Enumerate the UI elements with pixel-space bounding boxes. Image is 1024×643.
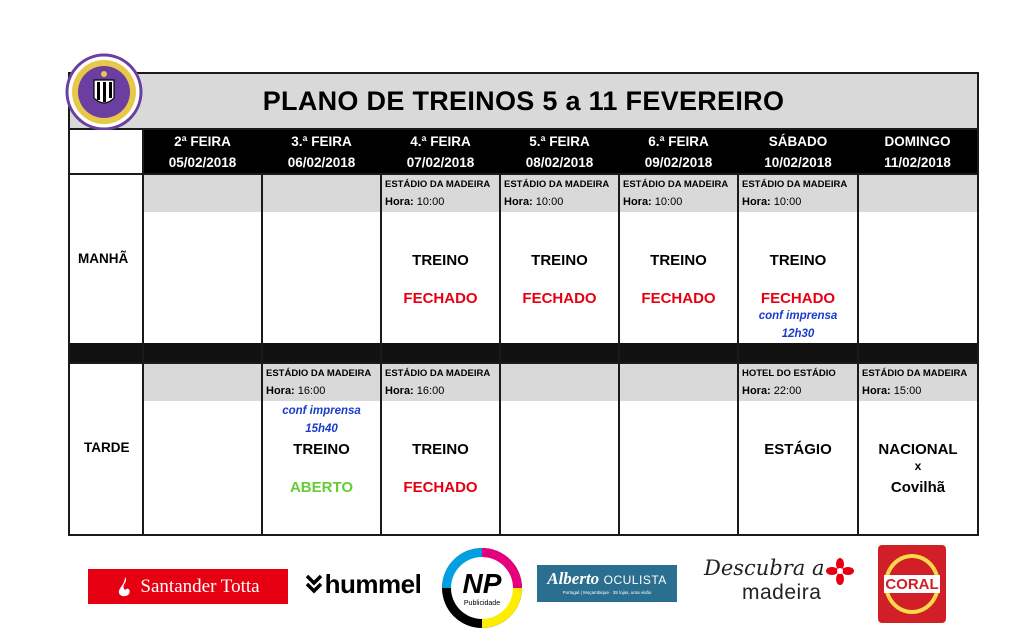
sponsor-tagline: Portugal | Moçambique · 35 lojas, uma visão: [562, 590, 652, 595]
day-date: 08/02/2018: [525, 155, 594, 170]
cell-status: FECHADO: [641, 290, 716, 307]
cell-activity: TREINO: [412, 252, 469, 269]
time-value: 10:00: [651, 196, 683, 208]
club-crest-icon: [64, 52, 144, 132]
sponsor-descubra-madeira: [698, 552, 858, 608]
madeira-flower-icon: [826, 558, 854, 586]
cell-location: ESTÁDIO DA MADEIRA: [385, 179, 491, 190]
hora-label: Hora:: [504, 196, 533, 208]
cell-activity: TREINO: [769, 252, 827, 269]
sponsor-coral: [878, 545, 946, 623]
sponsor-name: Santander Totta: [140, 575, 260, 597]
cell-time: [859, 385, 921, 397]
cell-location: HOTEL DO ESTÁDIO: [742, 368, 836, 379]
col-divider: [618, 174, 620, 534]
cell-time: [263, 385, 325, 397]
hora-label: Hora:: [385, 196, 414, 208]
cell-location: ESTÁDIO DA MADEIRA: [385, 368, 491, 379]
row-divider: [70, 362, 977, 364]
day-name: 5.ª FEIRA: [529, 134, 590, 149]
day-date: 09/02/2018: [644, 155, 713, 170]
cell-activity: TREINO: [412, 441, 469, 458]
title-bar: [68, 72, 979, 130]
sponsor-alberto-oculista: [537, 565, 677, 602]
sponsor-santander: [88, 569, 288, 604]
midday-divider: [70, 343, 977, 363]
page-title: PLANO DE TREINOS 5 a 11 FEVEREIRO: [262, 85, 785, 116]
day-date: 05/02/2018: [168, 155, 237, 170]
day-header-sun: [858, 130, 977, 174]
cell-time: [382, 385, 444, 397]
sponsor-name-script: Descubra a: [704, 556, 825, 580]
sponsor-name-caps: OCULISTA: [603, 573, 667, 587]
press-note: [739, 307, 857, 343]
day-date: 11/02/2018: [884, 155, 951, 170]
match-vs: x: [914, 459, 922, 473]
col-divider: [737, 174, 739, 534]
press-note-time: 12h30: [781, 328, 815, 340]
cell-time: [739, 196, 801, 208]
cell-location: ESTÁDIO DA MADEIRA: [266, 368, 372, 379]
press-note-label: conf imprensa: [282, 405, 361, 417]
time-value: 16:00: [413, 385, 445, 397]
cell-location: ESTÁDIO DA MADEIRA: [862, 368, 968, 379]
sponsor-subtitle: Publicidade: [463, 600, 501, 607]
time-value: 10:00: [413, 196, 445, 208]
day-date: 06/02/2018: [287, 155, 356, 170]
sponsor-name: madeira: [742, 581, 822, 604]
cell-time: [501, 196, 563, 208]
header-corner: [70, 130, 143, 174]
sponsor-name: NP: [462, 568, 502, 599]
day-header-thu: [500, 130, 619, 174]
sponsor-hummel: [300, 567, 426, 601]
time-value: 10:00: [532, 196, 564, 208]
cell-status: FECHADO: [403, 290, 478, 307]
day-header-tue: [262, 130, 381, 174]
cell-location: ESTÁDIO DA MADEIRA: [623, 179, 729, 190]
cell-status: FECHADO: [403, 479, 478, 496]
cell-time: [739, 385, 801, 397]
match-home-team: NACIONAL: [878, 441, 958, 458]
day-header-mon: [143, 130, 262, 174]
day-name: 3.ª FEIRA: [291, 134, 352, 149]
hora-label: Hora:: [742, 196, 771, 208]
hora-label: Hora:: [623, 196, 652, 208]
day-name: 4.ª FEIRA: [410, 134, 471, 149]
day-name: 2ª FEIRA: [174, 134, 231, 149]
press-note-label: conf imprensa: [758, 310, 838, 322]
time-value: 16:00: [294, 385, 326, 397]
match-away-team: Covilhã: [890, 479, 946, 496]
press-note: [263, 402, 380, 438]
hora-label: Hora:: [266, 385, 295, 397]
cell-status: FECHADO: [522, 290, 597, 307]
cell-location: ESTÁDIO DA MADEIRA: [504, 179, 610, 190]
sponsor-name-script: Alberto: [547, 569, 600, 588]
sponsor-name: [537, 569, 677, 589]
day-header-wed: [381, 130, 500, 174]
col-divider: [499, 174, 501, 534]
hora-label: Hora:: [385, 385, 414, 397]
cell-time: [620, 196, 682, 208]
cell-activity: TREINO: [531, 252, 588, 269]
cell-time: [382, 196, 444, 208]
cell-activity: ESTÁGIO: [764, 441, 832, 458]
time-value: 22:00: [770, 385, 802, 397]
col-divider: [142, 130, 144, 534]
day-name: 6.ª FEIRA: [648, 134, 709, 149]
cell-location: ESTÁDIO DA MADEIRA: [742, 179, 848, 190]
santander-flame-icon: [116, 576, 134, 598]
club-logo: [64, 52, 144, 132]
day-name: DOMINGO: [884, 134, 951, 149]
cell-activity: TREINO: [293, 441, 350, 458]
hora-label: Hora:: [862, 385, 891, 397]
press-note-time: 15h40: [305, 423, 338, 435]
day-header-fri: [619, 130, 738, 174]
row-label-morning: MANHÃ: [78, 251, 129, 266]
cell-status: FECHADO: [760, 290, 836, 307]
time-value: 15:00: [890, 385, 922, 397]
day-date: 10/02/2018: [764, 155, 832, 170]
sponsor-name: hummel: [324, 568, 422, 599]
day-header-sat: [738, 130, 858, 174]
row-divider: [70, 173, 977, 175]
row-label-afternoon: TARDE: [84, 440, 130, 455]
hora-label: Hora:: [742, 385, 771, 397]
cell-activity: TREINO: [650, 252, 707, 269]
hummel-chevron-icon: [305, 573, 323, 595]
sponsor-np: [440, 546, 524, 630]
time-value: 10:00: [770, 196, 802, 208]
sponsor-name: CORAL: [885, 576, 939, 593]
day-name: SÁBADO: [768, 134, 828, 149]
day-date: 07/02/2018: [406, 155, 475, 170]
cell-status: ABERTO: [289, 479, 354, 496]
